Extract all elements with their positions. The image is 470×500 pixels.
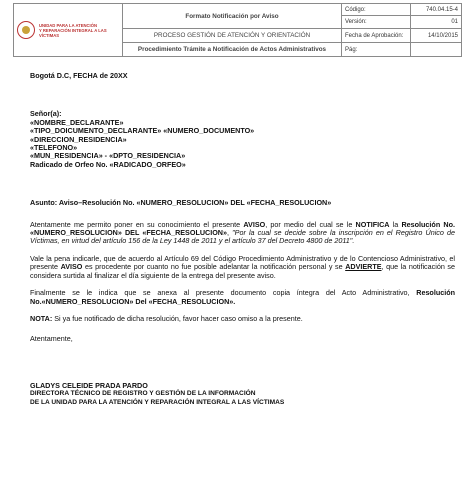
orfeo-number: Radicado de Orfeo No. «RADICADO_ORFEO» — [30, 159, 186, 169]
code-label: Código: — [342, 4, 411, 16]
approval-value: 14/10/2015 — [411, 29, 462, 43]
addressee-address: «DIRECCION_RESIDENCIA» — [30, 134, 127, 144]
document-header-table — [13, 3, 462, 57]
version-value: 01 — [411, 16, 462, 29]
logo-cell — [14, 4, 123, 57]
page-value — [411, 43, 462, 57]
addressee-phone: «TELEFONO» — [30, 143, 78, 153]
date-line: Bogotá D.C, FECHA de 20XX — [30, 71, 128, 80]
paragraph-notification: Atentamente me permito poner en su conocimiento el presente AVISO, por medio del cual se le NOTIFICA la Resolución No. «NUMERO_RESOLUCION» DEL «FECHA_RESOLUCION», "Por la cual se decide sobre la inscripción en el Registro Único de Víctimas, en virtud del artículo 156 de la Ley 1448 de 2011 y el artículo 37 del Decreto 4800 de 2011". — [30, 219, 455, 246]
logo-text: UNIDAD PARA LA ATENCIÓN Y REPARACIÓN INTEGRAL A LAS VÍCTIMAS — [39, 22, 107, 38]
signer-title-line1: DIRECTORA TÉCNICO DE REGISTRO Y GESTIÓN DE LA INFORMACIÓN — [30, 390, 256, 398]
addressee-document: «TIPO_DOICUMENTO_DECLARANTE» «NUMERO_DOCUMENTO» — [30, 126, 255, 136]
letter-body — [30, 72, 455, 407]
version-label: Versión: — [342, 16, 411, 29]
procedure-title: Procedimiento Trámite a Notificación de Actos Administrativos — [123, 43, 342, 57]
note-line: NOTA: Si ya fue notificado de dicha resolución, favor hacer caso omiso a la presente. — [30, 313, 303, 323]
closing: Atentamente, — [30, 334, 73, 344]
subject-line: Asunto: Aviso–Resolución No. «NUMERO_RESOLUCION» DEL «FECHA_RESOLUCION» — [30, 198, 332, 208]
addressee-block — [30, 119, 455, 169]
format-title: Formato Notificación por Aviso — [123, 4, 342, 29]
approval-label: Fecha de Aprobación: — [342, 29, 411, 43]
page-label: Pág: — [342, 43, 411, 57]
coat-of-arms-icon — [17, 21, 35, 39]
paragraph-annex: Finalmente se le indica que se anexa al presente documento copia íntegra del Acto Administrativo, Resolución No.«NUMERO_RESOLUCION» Del «FECHA_RESOLUCION». — [30, 288, 455, 306]
signer-name: GLADYS CELEIDE PRADA PARDO — [30, 380, 148, 390]
addressee-location: «MUN_RESIDENCIA» - «DPTO_RESIDENCIA» — [30, 151, 186, 161]
code-value: 740.04.15-4 — [411, 4, 462, 16]
institution-logo — [17, 21, 119, 39]
salutation: Señor(a): — [30, 109, 62, 119]
process-title: PROCESO GESTIÓN DE ATENCIÓN Y ORIENTACIÓN — [123, 29, 342, 43]
signer-title-line2: DE LA UNIDAD PARA LA ATENCIÓN Y REPARACIÓN INTEGRAL A LAS VÍCTIMAS — [30, 398, 285, 406]
paragraph-legal-basis: Vale la pena indicarle, que de acuerdo al Artículo 69 del Código Procedimiento Administrativo y de lo Contencioso Administrativo, el presente AVISO es procedente por cuanto no fue posible adelantar la notificación personal y se ADVIERTE, que la notificación se considera surtida al finalizar el día siguiente de la entrega del presente aviso. — [30, 253, 456, 280]
addressee-name: «NOMBRE_DECLARANTE» — [30, 117, 124, 127]
